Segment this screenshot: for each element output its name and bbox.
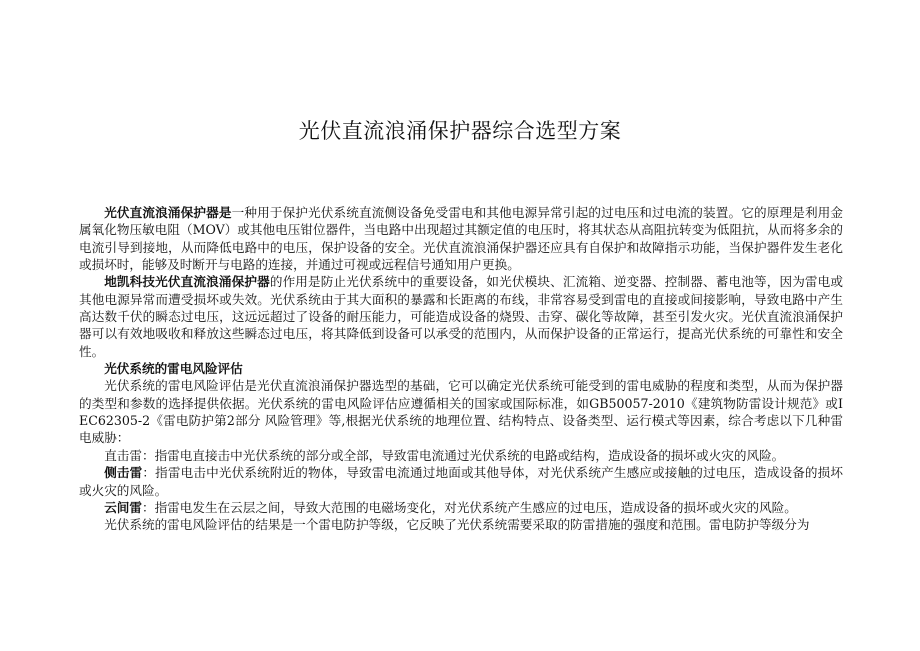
paragraph-direct-lightning bbox=[79, 447, 843, 464]
paragraph-side-lightning bbox=[79, 464, 843, 499]
paragraph-risk-assessment bbox=[79, 377, 843, 446]
document-title: 光伏直流浪涌保护器综合选型方案 bbox=[298, 119, 622, 143]
paragraph-cloud-lightning bbox=[79, 499, 843, 516]
paragraph-lead: 地凯科技光伏直流浪涌保护器 bbox=[104, 274, 270, 290]
paragraph-function bbox=[79, 273, 843, 360]
document-body bbox=[79, 204, 843, 534]
paragraph-text: 光伏系统的雷电风险评估是光伏直流浪涌保护器选型的基础，它可以确定光伏系统可能受到的雷电威胁的程度和类型，从而为保护器的类型和参数的选择提供依据。光伏系统的雷电风险评估应遵循相关的国家或国际标准，如GB50057-2010《建筑物防雷设计规范》或IEC62305-2《雷电防护第2部分 风险管理》等,根据光伏系统的地理位置、结构特点、设备类型、运行模式等因素，综合考虑以下几种雷电威胁： bbox=[79, 378, 843, 446]
paragraph-protection-level bbox=[79, 516, 843, 533]
paragraph-text: 光伏系统的雷电风险评估的结果是一个雷电防护等级，它反映了光伏系统需要采取的防雷措施的强度和范围。雷电防护等级分为 bbox=[104, 517, 810, 533]
paragraph-lead: 光伏直流浪涌保护器是 bbox=[104, 205, 232, 220]
paragraph-lead: 云间雷 bbox=[104, 499, 142, 515]
paragraph-lead: 侧击雷 bbox=[104, 465, 143, 481]
paragraph-text: ：指雷电发生在云层之间，导致大范围的电磁场变化，对光伏系统产生感应的过电压，造成设备的损坏或火灾的风险。 bbox=[141, 499, 797, 515]
paragraph-text: 的作用是防止光伏系统中的重要设备，如光伏模块、汇流箱、逆变器、控制器、蓄电池等，因为雷电或其他电源异常而遭受损坏或失效。光伏系统由于其大面积的暴露和长距离的布线，非常容易受到雷电的直接或间接影响，导致电路中产生高达数千伏的瞬态过电压，这远远超过了设备的耐压能力，可能造成设备的烧毁、击穿、碳化等故障，甚至引发火灾。光伏直流浪涌保护器可以有效地吸收和释放这些瞬态过电压，将其降低到设备可以承受的范围内，从而保护设备的正常运行，提高光伏系统的可靠性和安全性。 bbox=[79, 274, 844, 359]
paragraph-text: 一种用于保护光伏系统直流侧设备免受雷电和其他电源异常引起的过电压和过电流的装置。它的原理是利用金属氧化物压敏电阻（MOV）或其他电压钳位器件，当电路中出现超过其额定值的电压时，将其状态从高阻抗转变为低阻抗，从而将多余的电流引导到接地，从而降低电路中的电压，保护设备的安全。光伏直流浪涌保护器还应具有自保护和故障指示功能，当保护器件发生老化或损坏时，能够及时断开与电路的连接，并通过可视或远程信号通知用户更换。 bbox=[79, 205, 844, 273]
paragraph-intro bbox=[79, 204, 843, 273]
paragraph-text: 直击雷：指雷电直接击中光伏系统的部分或全部，导致雷电流通过光伏系统的电路或结构，造成设备的损坏或火灾的风险。 bbox=[104, 447, 785, 463]
section-heading: 光伏系统的雷电风险评估 bbox=[104, 361, 243, 377]
paragraph-text: ：指雷电击中光伏系统附近的物体，导致雷电流通过地面或其他导体，对光伏系统产生感应或接触的过电压，造成设备的损坏或火灾的风险。 bbox=[79, 465, 844, 498]
